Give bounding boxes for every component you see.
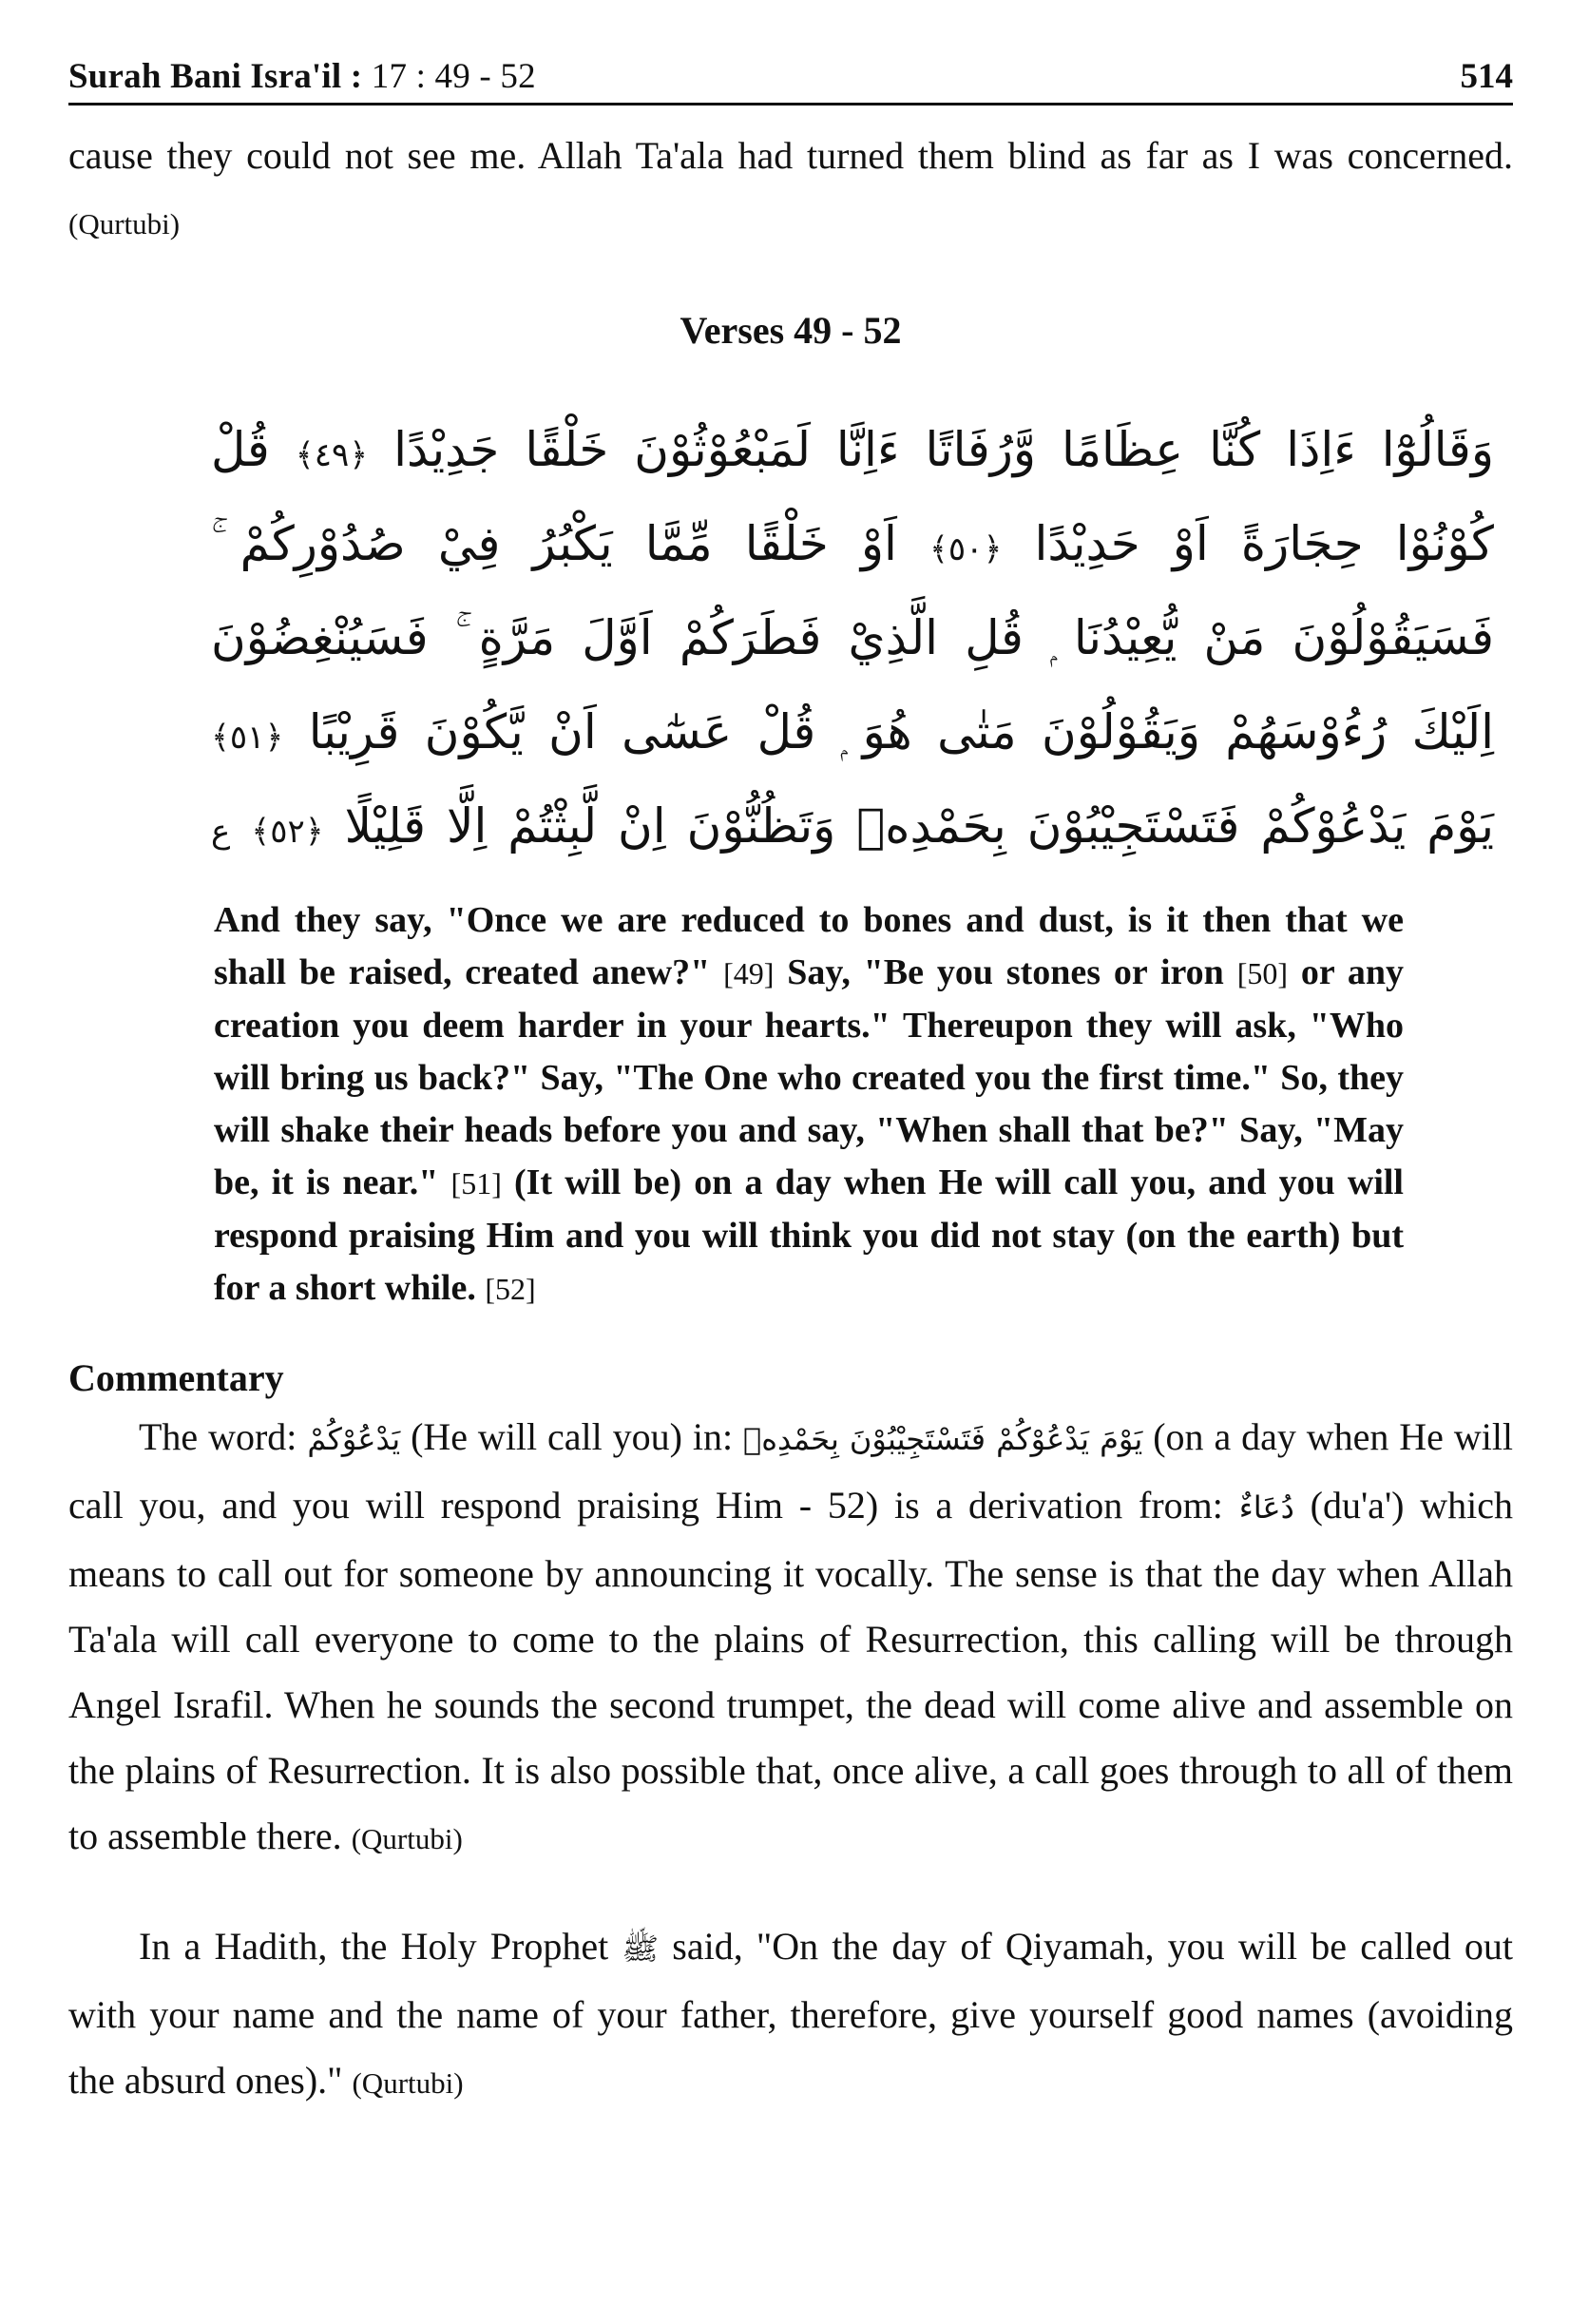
book-page	[68, 38, 1513, 2116]
page-number: 514	[1460, 57, 1513, 96]
body-text: said, "On the day of Qiyamah, you will be called out with your name and the name of your father, therefore, give yourself good names (avoiding the absurd ones)."	[68, 1925, 1514, 2102]
ruku-marker: ع	[211, 813, 231, 851]
continued-text: cause they could not see me. Allah Ta'ala had turned them blind as far as I was concerned.	[68, 134, 1513, 177]
inline-arabic: يَوْمَ يَدْعُوْكُمْ فَتَسْتَجِيْبُوْنَ بِحَمْدِهٖ	[743, 1421, 1143, 1457]
body-text: (He will call you) in:	[411, 1415, 734, 1458]
honorific-glyph: ﷺ	[622, 1930, 660, 1967]
translation-text: or any creation you deem harder in your hearts." Thereupon they will ask, "Who will bring us back?" Say, "The One who created you the first time." So, they will shake their heads before you and say, "When shall that be?" Say, "May be, it is near."	[214, 952, 1405, 1202]
verse-number: [49]	[723, 956, 775, 990]
arabic-line-4	[211, 685, 1494, 779]
arabic-line-3	[211, 591, 1494, 685]
ayah-marker: ﴿٤٩﴾	[295, 436, 369, 474]
surah-name: Surah Bani Isra'il :	[68, 57, 363, 96]
verse-reference: 17 : 49 - 52	[371, 57, 536, 96]
body-text: (du'a') which means to call out for someone by announcing it vocally. The sense is that the day when Allah Ta'ala will call everyone to come to the plains of Resurrection, this calling will be through Angel Israfil. When he sounds the second trumpet, the dead will come alive and assemble on the plains of Resurrection. It is also possible that, once alive, a call goes through to all of them to assemble there.	[68, 1484, 1514, 1857]
surah-title	[68, 56, 536, 97]
arabic-text: اَوْ خَلْقًا مِّمَّا يَكْبُرُ فِيْ صُدُوْرِكُمْ ۚ	[211, 516, 897, 571]
inline-arabic: دُعَاءٌ	[1238, 1489, 1294, 1526]
ayah-marker: ﴿٥٢﴾	[251, 813, 324, 851]
verses-heading: Verses 49 - 52	[680, 309, 902, 352]
verse-translation	[68, 894, 1513, 1316]
arabic-line-2	[211, 497, 1494, 591]
body-text: The word:	[139, 1415, 297, 1458]
verse-number: [51]	[450, 1166, 502, 1200]
citation: (Qurtubi)	[68, 207, 181, 240]
verse-number: [50]	[1236, 956, 1288, 990]
verse-number: [52]	[485, 1272, 536, 1306]
arabic-text: كُوْنُوْا حِجَارَةً اَوْ حَدِيْدًا	[1034, 516, 1494, 571]
body-text: In a Hadith, the Holy Prophet	[139, 1925, 609, 1968]
arabic-text: فَسَيَقُوْلُوْنَ مَنْ يُّعِيْدُنَا ۭ قُلِ الَّذِيْ فَطَرَكُمْ اَوَّلَ مَرَّةٍ ۚ فَسَيُنْغِضُوْنَ	[211, 610, 1494, 665]
arabic-text: يَوْمَ يَدْعُوْكُمْ فَتَسْتَجِيْبُوْنَ بِحَمْدِهٖ وَتَظُنُّوْنَ اِنْ لَّبِثْتُمْ اِلَّا قَلِيْلًا	[344, 798, 1494, 854]
inline-arabic: يَدْعُوْكُمْ	[307, 1421, 401, 1457]
citation: (Qurtubi)	[351, 1822, 463, 1855]
continued-paragraph	[68, 123, 1513, 257]
commentary-paragraph-1	[68, 1404, 1513, 1872]
citation: (Qurtubi)	[352, 2066, 464, 2100]
ayah-marker: ﴿٥١﴾	[211, 719, 284, 757]
translation-text: Say, "Be you stones or iron	[787, 952, 1224, 992]
translation-text: And they say, "Once we are reduced to bones and dust, is it then that we shall be raised, created anew?"	[214, 900, 1404, 992]
arabic-text: قُلْ	[211, 422, 270, 477]
arabic-line-5	[211, 779, 1494, 874]
translation-text: (It will be) on a day when He will call you, and you will respond praising Him and you will think you did not stay (on the earth) but for a short while.	[214, 1162, 1404, 1308]
body-text: (on a day when He will call you, and you will respond praising Him - 52) is a derivation from:	[68, 1415, 1514, 1527]
arabic-line-1	[211, 403, 1494, 497]
commentary-heading: Commentary	[68, 1356, 284, 1399]
arabic-text: اِلَيْكَ رُءُوْسَهُمْ وَيَقُوْلُوْنَ مَتٰى هُوَ ۭ قُلْ عَسٰٓى اَنْ يَّكُوْنَ قَرِيْبًا	[308, 704, 1494, 759]
arabic-verses	[68, 403, 1513, 874]
ayah-marker: ﴿٥٠﴾	[929, 530, 1003, 568]
running-header	[68, 38, 1513, 106]
arabic-text: وَقَالُوْٓا ءَاِذَا كُنَّا عِظَامًا وَّرُفَاتًا ءَاِنَّا لَمَبْعُوْثُوْنَ خَلْقًا جَدِيْدًا	[393, 422, 1494, 477]
commentary-paragraph-2	[68, 1913, 1513, 2116]
